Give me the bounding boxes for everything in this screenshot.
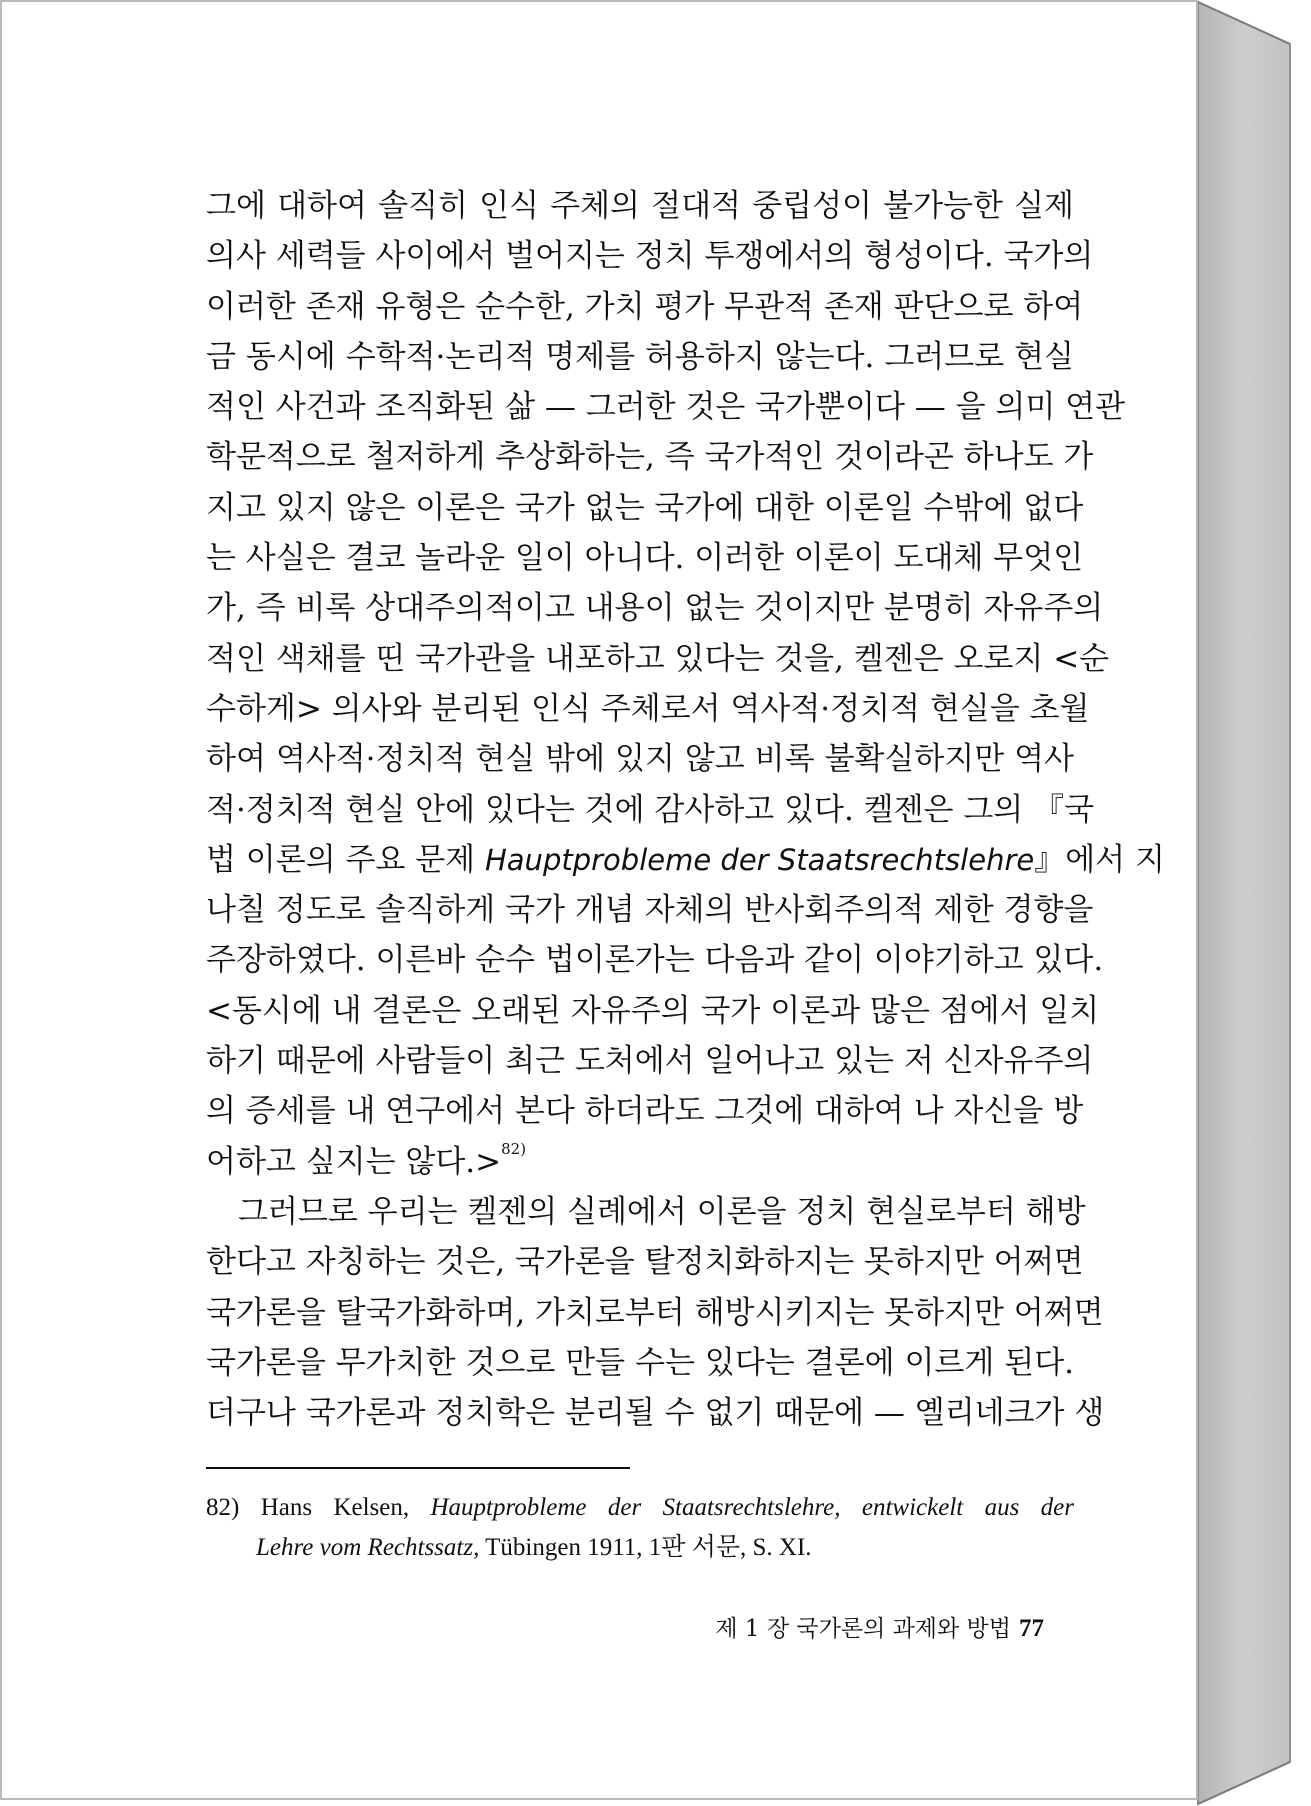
text-line: 국가론을 무가치한 것으로 만들 수는 있다는 결론에 이르게 된다. (206, 1344, 1074, 1381)
text-line: 하기 때문에 사람들이 최근 도처에서 일어나고 있는 저 신자유주의 (206, 1043, 1094, 1080)
text-line: 수하게> 의사와 분리된 인식 주체로서 역사적·정치적 현실을 초월 (206, 690, 1090, 727)
book-title-italic: Hauptprobleme der Staatsrechtslehre (484, 842, 1035, 877)
text-segment: 법 이론의 주요 문제 (206, 841, 485, 878)
text-line: 는 사실은 결코 놀라운 일이 아니다. 이러한 이론이 도대체 무엇인 (206, 540, 1084, 577)
text-line: <동시에 내 결론은 오래된 자유주의 국가 이론과 많은 점에서 일치 (206, 992, 1100, 1029)
text-line: 하여 역사적·정치적 현실 밖에 있지 않고 비록 불확실하지만 역사 (206, 741, 1074, 778)
text-line: 그에 대하여 솔직히 인식 주체의 절대적 중립성이 불가능한 실제 (206, 188, 1074, 224)
page-number: 77 (1019, 1615, 1044, 1642)
text-line: 한다고 자칭하는 것은, 국가론을 탈정치화하지는 못하지만 어쩌면 (206, 1244, 1084, 1281)
text-line-paragraph-start: 그러므로 우리는 켈젠의 실례에서 이론을 정치 현실로부터 해방 (238, 1193, 1086, 1230)
text-line: 금 동시에 수학적·논리적 명제를 허용하지 않는다. 그러므로 현실 (206, 338, 1074, 375)
text-line: 학문적으로 철저하게 추상화하는, 즉 국가적인 것이라곤 하나도 가 (206, 439, 1094, 476)
text-line: 적인 사건과 조직화된 삶 — 그러한 것은 국가뿐이다 — 을 의미 연관 (206, 389, 1126, 426)
text-line-with-title (206, 835, 1165, 885)
body-text (206, 181, 1165, 1438)
footnote-number: 82) (206, 1494, 240, 1521)
footnote-reference[interactable]: 82) (501, 1139, 527, 1158)
footnote-title-continued: Lehre vom Rechtssatz, (256, 1534, 480, 1561)
footnote-line (206, 1488, 1074, 1528)
footnote-line (206, 1528, 1074, 1568)
footnote-author: Hans Kelsen, (260, 1494, 410, 1521)
footnote-divider (206, 1467, 630, 1469)
text-line: 국가론을 탈국가화하며, 가치로부터 해방시키지는 못하지만 어쩌면 (206, 1294, 1104, 1331)
text-segment: 』에서 지 (1034, 841, 1165, 878)
text-line-quote-end (206, 1137, 1074, 1187)
footnote-publication: Tübingen 1911, 1판 서문, S. XI. (485, 1534, 812, 1561)
text-line: 나칠 정도로 솔직하게 국가 개념 자체의 반사회주의적 제한 경향을 (206, 892, 1094, 929)
footnote-title: Hauptprobleme der Staatsrechtslehre, entwickelt aus der (430, 1494, 1075, 1521)
text-line: 지고 있지 않은 이론은 국가 없는 국가에 대한 이론일 수밖에 없다 (206, 489, 1084, 526)
text-line: 주장하였다. 이른바 순수 법이론가는 다음과 같이 이야기하고 있다. (206, 942, 1104, 979)
chapter-title: 제 1 장 국가론의 과제와 방법 (715, 1616, 1011, 1642)
text-line: 의사 세력들 사이에서 벌어지는 정치 투쟁에서의 형성이다. 국가의 (206, 238, 1094, 275)
text-line: 적인 색채를 띤 국가관을 내포하고 있다는 것을, 켈젠은 오로지 <순 (206, 640, 1110, 677)
book-thickness (1198, 2, 1290, 1804)
text-line: 더구나 국가론과 정치학은 분리될 수 없기 때문에 — 옐리네크가 생 (206, 1395, 1105, 1432)
text-line: 의 증세를 내 연구에서 본다 하더라도 그것에 대하여 나 자신을 방 (206, 1093, 1084, 1130)
running-footer (688, 1610, 1044, 1643)
text-line: 적·정치적 현실 안에 있다는 것에 감사하고 있다. 켈젠은 그의 『국 (206, 791, 1095, 828)
text-line: 이러한 존재 유형은 순수한, 가치 평가 무관적 존재 판단으로 하여 (206, 288, 1084, 325)
text-segment: 어하고 싶지는 않다.> (206, 1143, 502, 1180)
footnote (206, 1488, 1074, 1568)
text-line: 가, 즉 비록 상대주의적이고 내용이 없는 것이지만 분명히 자유주의 (206, 590, 1104, 627)
